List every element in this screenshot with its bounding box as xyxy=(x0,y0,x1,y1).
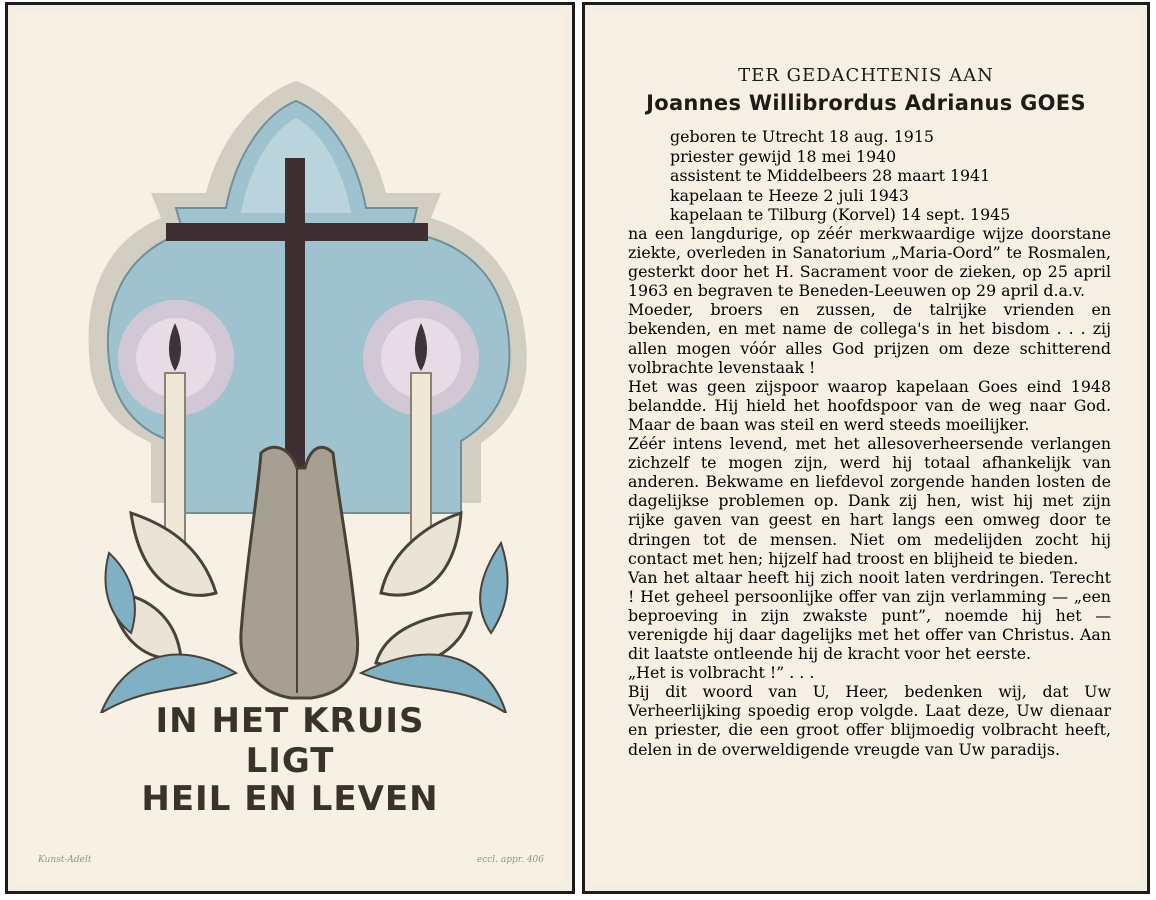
motto-line-1: IN HET KRUIS xyxy=(155,701,425,741)
paragraph: Het was geen zijspoor waarop kapelaan Goes eind 1948 belandde. Hij hield het hoofdspoor van de weg naar God. Maar de baan was steil en werd steeds moeilijker. xyxy=(628,376,1111,434)
left-card-paper xyxy=(16,13,564,883)
memorial-heading: TER GEDACHTENIS AAN xyxy=(738,65,994,86)
cross-horizontal xyxy=(166,223,428,241)
bio-line: geboren te Utrecht 18 aug. 1915 xyxy=(670,127,934,146)
deceased-name: Joannes Willibrordus Adrianus GOES xyxy=(646,91,1086,115)
ecclesiastical-approval: eccl. appr. 406 xyxy=(476,855,544,865)
bio-line: priester gewijd 18 mei 1940 xyxy=(670,146,897,166)
left-candle xyxy=(165,373,185,543)
right-candle xyxy=(411,373,431,543)
bio-line: kapelaan te Tilburg (Korvel) 14 sept. 1945 xyxy=(670,205,1011,225)
memorial-text xyxy=(628,224,1111,759)
cross-candles-illustration xyxy=(61,73,541,713)
right-card-paper xyxy=(591,11,1141,885)
motto-line-2: LIGT xyxy=(245,741,335,781)
paragraph: Moeder, broers en zussen, de talrijke vrienden en bekenden, en met name de collega's in het bisdom . . . zij allen mogen vóór alles God prijzen om deze schitterend volbrachte levenstaak ! xyxy=(628,300,1111,377)
left-card xyxy=(5,2,575,894)
right-card xyxy=(582,2,1150,894)
bio-line: kapelaan te Heeze 2 juli 1943 xyxy=(670,185,909,205)
paragraph: Zéér intens levend, met het allesoverheersende verlangen zichzelf te mogen zijn, werd hij totaal afhankelijk van anderen. Bekwame en liefdevol zorgende handen losten de dagelijkse problemen op. Dank zij hen, wist hij met zijn rijke gaven van geest en hart langs een omweg door te dringen tot de mensen. Niet om medelijden zocht hij contact met hen; hijzelf had troost en blijheid te bieden. xyxy=(628,434,1111,568)
paragraph: na een langdurige, op zéér merkwaardige wijze doorstane ziekte, overleden in Sanatorium „Maria-Oord” te Rosmalen, gesterkt door het H. Sacrament voor de zieken, op 25 april 1963 en begraven te Beneden-Leeuwen op 29 april d.a.v. xyxy=(628,224,1111,301)
publisher-credit: Kunst-Adelt xyxy=(38,855,92,865)
motto-line-3: HEIL EN LEVEN xyxy=(141,779,439,819)
bio-line: assistent te Middelbeers 28 maart 1941 xyxy=(670,166,991,186)
paragraph: Van het altaar heeft hij zich nooit laten verdringen. Terecht ! Het geheel persoonlijke offer van zijn verlamming — „een beproeving in zijn zwakste punt”, noemde hij het — verenigde hij daar dagelijks met het offer van Christus. Aan dit laatste ontleende hij de kracht voor het eerste. xyxy=(628,567,1111,664)
biography-lines xyxy=(670,127,1010,225)
paragraph: „Het is volbracht !” . . . xyxy=(628,663,815,683)
paragraph: Bij dit woord van U, Heer, bedenken wij, dat Uw Verheerlijking spoedig erop volgde. Laat deze, Uw dienaar en priester, die een groot offer blijmoedig volbracht heeft, delen in de overweldigende vreugde van Uw paradijs. xyxy=(628,682,1111,759)
